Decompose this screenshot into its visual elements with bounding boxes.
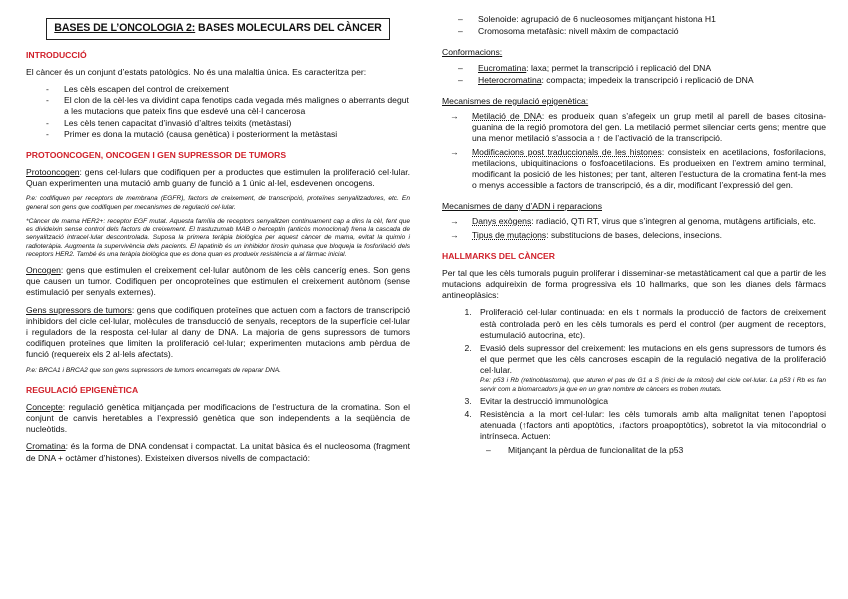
list-item: - Les cèls tenen capacitat d’invasió d’altres teixits (metàstasi) [64,118,410,129]
concepte-text: : regulació genètica mitjançada per modificacions de l’estructura de la cromatina. Son el conjunt de canvis heretables a l’expressió genètica que son independents a la seqüència de nucleòtids. [26,401,410,435]
metilacio-text: : es produeix quan s’afegeix un grup metil al parell de bases citosina-guanina de la regió promotora del gen. La metilació permet silenciar certs gens; mentre que una menor metilació s’associa a ↑ de l’activació de la transcripció. [472,111,826,144]
hallmarks-intro: Per tal que les cèls tumorals puguin proliferar i disseminar-se metastàticament cal que a partir de les mutacions adquireixin de forma progressiva els 10 hallmarks, que son les dianes dels fàrmacs antineoplàsics: [442,267,826,301]
eucromatina-text: : laxa; permet la transcripció i replicació del DNA [526,62,712,73]
list-item [478,75,826,86]
conformacions-list [442,63,826,86]
mecanismes-dany-list [442,216,826,240]
list-item: – Mitjançant la pèrdua de funcionalitat de la p53 [502,445,826,456]
heterocromatina-term: Heterocromatina [478,74,542,85]
protooncogen-paragraph [26,167,410,189]
list-item: - Primer es dona la mutació (causa genètica) i posteriorment la metàstasi [64,129,410,140]
danys-text: : radiació, QTi RT, virus que s’integren al genoma, mutàgens artificials, etc. [531,216,816,227]
her2-note: *Càncer de mama HER2+: receptor EGF mutat. Aquesta família de receptors senyalitzen continuament cap a dins la cèl, fent que es divideixin sense control dels factors de creixement. El trastuzumab MAB o herceptin (anticòs monoclonal) frena la cascada de senyalització intracel·lular descontrolada. Suposa la primera teràpia biològica per aquest càncer de mama, evitat la quimio i radioteràpia. Augmenta la supervivència dels pacients. El lapatinib és un inhibidor tirosin quinasa que bloqueja la fosforilació dels receptors HER2. També és una teràpia biològica que es dona quan es produeix resistència a al fàrmac inicial. [26,217,410,258]
intro-list [26,84,410,140]
heading-mecanismes-dany: Mecanismes de dany d’ADN i reparacions [442,201,603,212]
concepte-term: Concepte [26,401,63,412]
oncogen-term: Oncogen [26,265,61,276]
list-item [474,343,826,394]
intro-text: El càncer és un conjunt d’estats patològics. No és una malaltia única. Es caracteritza per: [26,66,367,77]
metilacio-term: Metilació de DNA [472,111,542,122]
list-item [478,63,826,74]
list-item [472,216,826,227]
heading-regulacio-epigenetica: REGULACIÓ EPIGENÈTICA [26,384,139,395]
cromatina-paragraph [26,441,410,463]
histones-term: Modificacions post traduccionals de les histones [472,146,662,157]
heterocromatina-text: : compacta; impedeix la transcripció i replicació de DNA [541,74,754,85]
cromatina-term: Cromatina [26,441,66,452]
heading-introduccio: INTRODUCCIÓ [26,49,87,60]
list-item [474,409,826,456]
hallmark-2-text: Evasió dels supressor del creixement: les mutacions en els gens supressors de tumors és el que permet que les cèls cancroses escapin de la regulació negativa de la proliferació cel·lular. [480,342,826,376]
p53-note: P.e: p53 i Rb (retinoblastoma), que aturen el pas de G1 a S (inici de la mitosi) del cicle cel·lular. La p53 i Rb es fan servir com a biomarcadors ja que en un gran nombre de càncers es troben mutats. [480,377,826,393]
list-item: - Les cèls escapen del control de creixement [64,84,410,95]
list-item [472,147,826,192]
supressor-text: : gens que codifiquen proteïnes que actuen com a factors de transcripció inhibidors del cicle cel·lular, molècules de transducció de senyals, receptors de la superfície cel·lular i reguladors de la resposta cel·lular al dany de DNA. La majoria de gens supressors de tumors codifiquen proteïnes que limiten la proliferació cel·lular; experimenten mutacions amb pèrdua de funció (requereix els 2 al·lels afectats). [26,304,411,360]
conformacions-label: Conformacions [442,47,500,58]
heading-hallmarks: HALLMARKS DEL CÀNCER [442,250,555,261]
mutacions-text: : substitucions de bases, delecions, insecions. [546,229,722,240]
page-title [46,18,390,40]
list-item: – Cromosoma metafàsic: nivell màxim de compactació [478,26,826,37]
mecanismes-epi-label: Mecanismes de regulació epigenètica [442,95,586,106]
protooncogen-note: P.e: codifiquen per receptors de membrana (EGFR), factors de creixement, de transcripció, proteïnes senyalitzadores, etc. En general son gens que codifiquen per mecanismes de regulació cel·lular. [26,195,410,211]
oncogen-text: : gens que estimulen el creixement cel·lular autònom de les cèls canceríg enes. Son gens que causen un tumor. Codifiquen per oncoproteïnes que estimulen el creixement autònom (sense estimulació per senyals externes). [26,265,410,298]
danys-term: Danys exògens [472,216,532,227]
supressor-paragraph [26,305,410,361]
brca-note: P.e: BRCA1 i BRCA2 que son gens supressors de tumors encarregats de reparar DNA. [26,366,281,374]
eucromatina-term: Eucromatina [478,62,527,73]
list-item: - El clon de la cèl·les va dividint capa fenotips cada vegada més malignes o aberrants degut a les mutacions que pateix fins que esdevé una cèl·l cancerosa [64,95,410,117]
protooncogen-text: : gens cel·lulars que codifiquen per a productes que estimulen la proliferació cel·lular. Quan experimenten una mutació amb guany de funció a 1 únic al·lel, esdevenen oncogens. [26,167,410,189]
title-underlined: BASES DE L’ONCOLOGIA 2: [54,22,196,34]
list-item [472,230,826,241]
mutacions-term: Tipus de mutacions [472,229,547,240]
hallmarks-list [442,307,826,455]
hallmark-4-sublist [480,445,826,456]
list-item: 3. Evitar la destrucció immunològica [474,396,826,407]
list-item: – Solenoide: agrupació de 6 nucleosomes mitjançant histona H1 [478,14,826,25]
list-item: 1. Proliferació cel·lular continuada: en els t normals la producció de factors de creixement està controlada però en les cèls tumorals es perd el control (per augment de receptors, estumulació autocrina, etc). [474,307,826,341]
supressor-term: Gens supressors de tumors [26,304,132,315]
hallmark-4-text: Resistència a la mort cel·lular: les cèls tumorals amb alta malignitat tenen l’apoptosi atenuada (↑factors anti apoptòtics, ↓factors proapoptòtics), sobretot la via mitocondrial o intrínseca. Actuen: [480,409,826,442]
heading-conformacions: Conformacions: [442,47,503,58]
histones-text: : consisteix en acetilacions, fosforilacions, metilacions, ubiquitinacions o fosfoacetilacions. Es produeixen en l’extrem amino terminal, modificant la posició de les histones; per tant, alteren l’estuctura de la cromatina fent-la mes o menys accessible a factors de transcripció, és a dir, modificant l’expressió del gen. [472,146,826,191]
oncogen-paragraph [26,265,410,299]
compaction-list [442,14,826,37]
cromatina-text: : és la forma de DNA condensat i compactat. La unitat bàsica és el nucleosoma (fragment de DNA + octàmer d’histones). Existeixen diversos nivells de compactació: [26,441,410,463]
heading-mecanismes-epigenetics: Mecanismes de regulació epigenètica: [442,95,589,106]
mecanismes-epi-list [442,111,826,191]
protooncogen-term: Protooncogen [26,167,80,178]
title-rest: BASES MOLECULARS DEL CÀNCER [195,22,382,34]
heading-protooncogen: PROTOONCOGEN, ONCOGEN I GEN SUPRESSOR DE TUMORS [26,149,287,160]
right-column [442,14,826,458]
left-column [26,18,410,470]
concepte-paragraph [26,402,410,436]
list-item [472,111,826,145]
